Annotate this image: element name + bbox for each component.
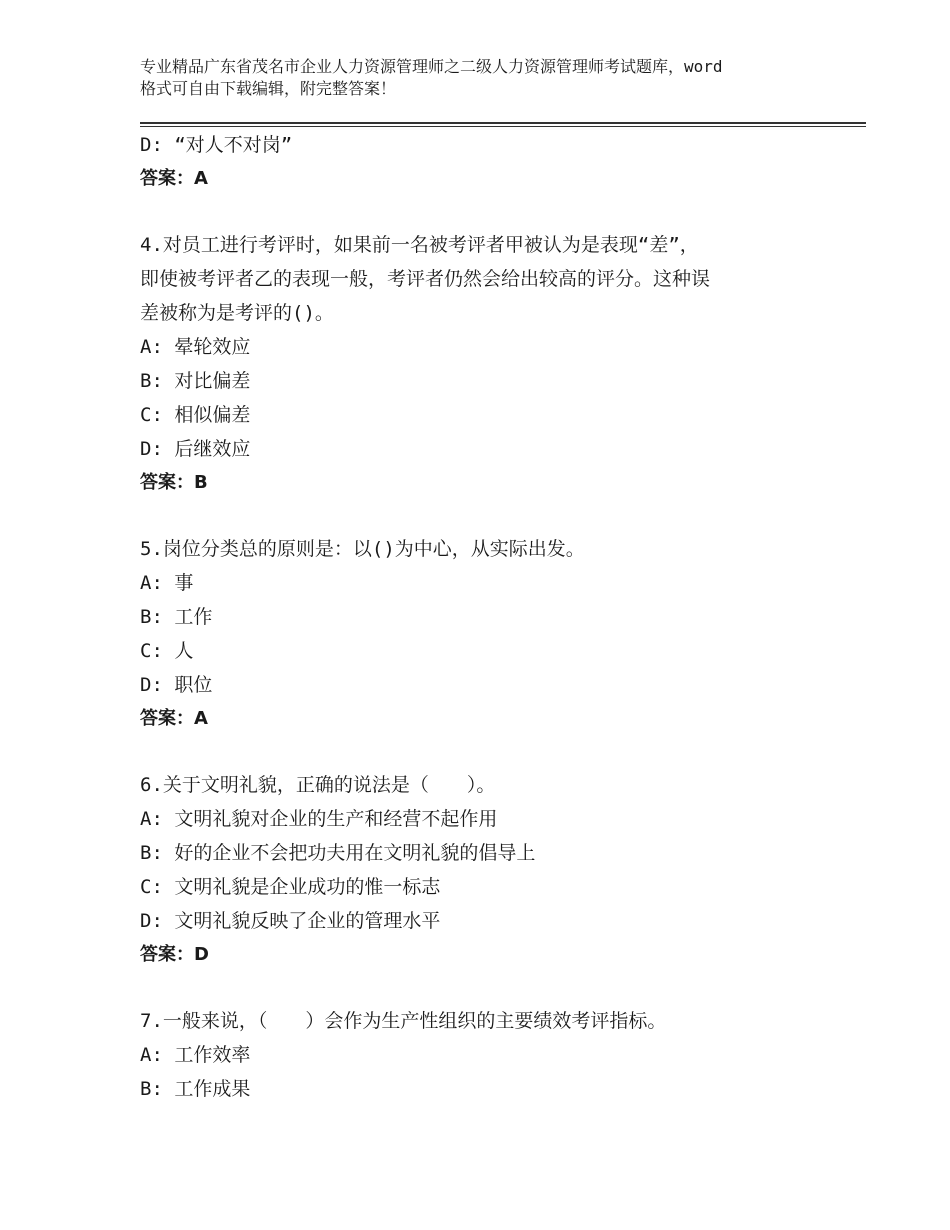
header-divider-thin <box>140 126 866 127</box>
header-line-1: 专业精品广东省茂名市企业人力资源管理师之二级人力资源管理师考试题库，word <box>140 57 723 76</box>
question-6-option-a: A: 文明礼貌对企业的生产和经营不起作用 <box>140 808 498 830</box>
question-5-answer: 答案：A <box>140 708 208 729</box>
document-header <box>140 56 830 100</box>
question-4 <box>140 228 840 500</box>
question-7-option-b: B: 工作成果 <box>140 1078 251 1100</box>
question-7 <box>140 1004 840 1106</box>
question-3-answer: 答案：A <box>140 168 208 189</box>
question-6 <box>140 768 840 972</box>
question-7-option-a: A: 工作效率 <box>140 1044 251 1066</box>
question-5-option-c: C: 人 <box>140 640 194 662</box>
question-6-answer: 答案：D <box>140 944 209 965</box>
question-6-text: 6.关于文明礼貌，正确的说法是（ ）。 <box>140 774 496 796</box>
question-5-text: 5.岗位分类总的原则是：以()为中心，从实际出发。 <box>140 538 585 560</box>
question-6-option-d: D: 文明礼貌反映了企业的管理水平 <box>140 910 441 932</box>
header-divider-thick <box>140 122 866 124</box>
question-4-option-a: A: 晕轮效应 <box>140 336 251 358</box>
document-body <box>140 128 840 1106</box>
question-3-option-d: D: “对人不对岗” <box>140 134 293 156</box>
question-4-option-d: D: 后继效应 <box>140 438 251 460</box>
question-4-text-line-1: 4.对员工进行考评时，如果前一名被考评者甲被认为是表现“差”， <box>140 234 699 256</box>
header-line-2: 格式可自由下载编辑，附完整答案！ <box>140 79 397 98</box>
question-4-answer: 答案：B <box>140 472 208 493</box>
question-5-option-a: A: 事 <box>140 572 194 594</box>
question-5-option-b: B: 工作 <box>140 606 213 628</box>
question-5 <box>140 532 840 736</box>
question-6-option-c: C: 文明礼貌是企业成功的惟一标志 <box>140 876 441 898</box>
question-4-option-b: B: 对比偏差 <box>140 370 251 392</box>
question-7-text: 7.一般来说，（ ）会作为生产性组织的主要绩效考评指标。 <box>140 1010 667 1032</box>
question-4-text-line-3: 差被称为是考评的()。 <box>140 302 334 324</box>
question-5-option-d: D: 职位 <box>140 674 213 696</box>
question-6-option-b: B: 好的企业不会把功夫用在文明礼貌的倡导上 <box>140 842 536 864</box>
question-4-text-line-2: 即使被考评者乙的表现一般，考评者仍然会给出较高的评分。这种误 <box>140 268 711 290</box>
question-4-option-c: C: 相似偏差 <box>140 404 251 426</box>
